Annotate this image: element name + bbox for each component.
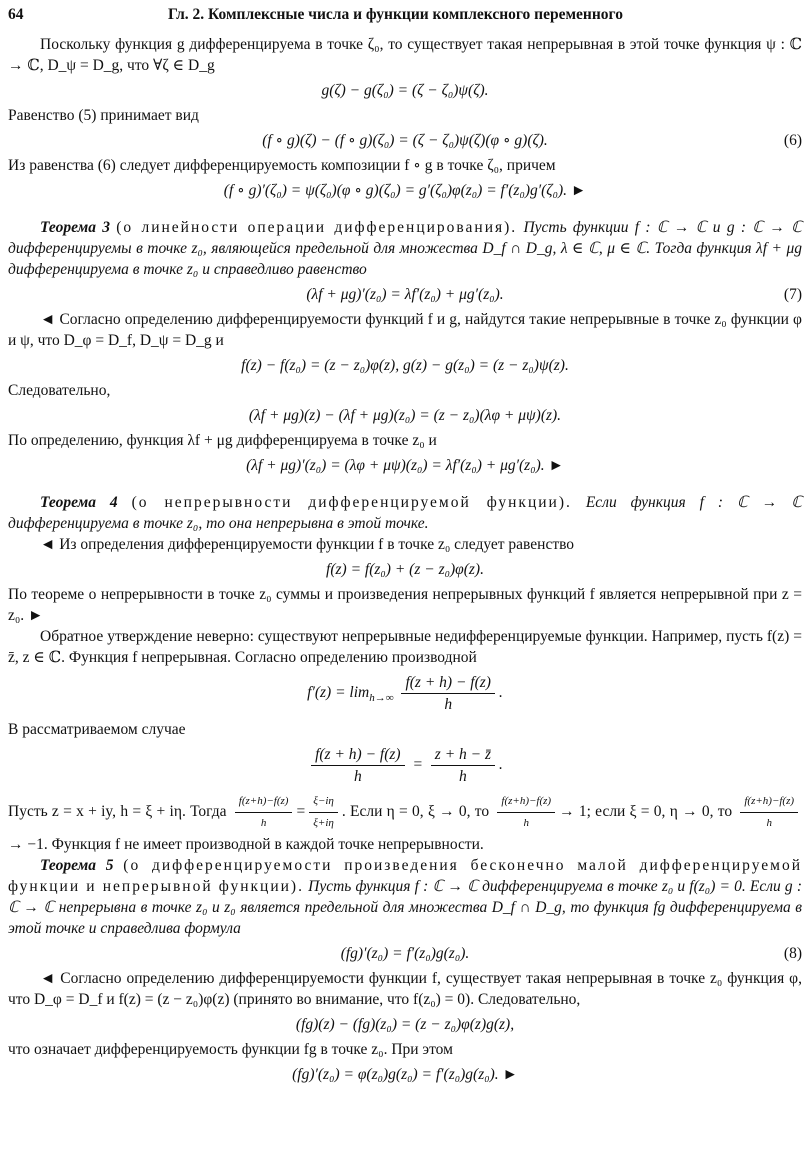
paragraph: По теореме о непрерывности в точке z₀ суммы и произведения непрерывных функций f является непрерывной при z = z₀. ►	[8, 586, 802, 624]
fraction	[431, 744, 495, 787]
denominator: h	[260, 817, 267, 829]
formula-body: (f ∘ g)(ζ) − (f ∘ g)(ζ₀) = (ζ − ζ₀)ψ(ζ)(φ ∘ g)(ζ).	[262, 132, 548, 149]
denominator: h	[459, 768, 467, 785]
formula: f(z) = f(z₀) + (z − z₀)φ(z).	[326, 561, 484, 578]
numerator: f(z+h)−f(z)	[740, 791, 798, 813]
fraction	[740, 791, 798, 834]
formula-lhs: f′(z) = lim	[307, 684, 370, 702]
numerator: z + h − z̄	[431, 744, 495, 766]
fraction	[309, 791, 338, 834]
equation-number: (6)	[783, 132, 802, 149]
theorem-statement: Если функция f : ℂ → ℂ дифференцируема в точке z₀, то она непрерывна в этой точке.	[8, 494, 803, 532]
paragraph: Обратное утверждение неверно: существуют непрерывные недифференцируемые функции. Например, пусть f(z) = z̄, z ∈ ℂ. Функция f непрерывная. Согласно определению производной	[8, 628, 802, 666]
paragraph-example: Пусть z = x + iy, h = ξ + iη. Тогда $\frac{f(z+h)-f(z)}{h}$ = $\frac{\xi-i\eta}{\xi+i\eta}$ . Если η = 0, ξ → 0, то $\frac{f(z+h)-f(z)}{h}$ → 1; если ξ = 0, η → 0, то $\frac{f(z+h)-f(z)}{h}$ → −1. Функция f не имеет производной в каждой точке непрерывности.	[8, 791, 802, 855]
paragraph: В рассматриваемом случае	[8, 721, 186, 738]
fraction	[497, 791, 555, 834]
paragraph: ◄ Согласно определению дифференцируемости функции f, существует такая непрерывная в точке z₀ функция φ, что D_φ = D_f и f(z) = (z − z₀)φ(z) (принято во внимание, что f(z₀) = 0). Следовательно,	[8, 970, 802, 1008]
theorem-name: (о линейности операции дифференцирования).	[116, 219, 518, 236]
theorem-label: Теорема 5	[40, 857, 114, 874]
limit-subscript: h→∞	[369, 692, 394, 705]
numerator: f(z+h)−f(z)	[497, 791, 555, 813]
theorem-name: (о непрерывности дифференцируемой функции).	[131, 494, 572, 511]
formula: f(z) − f(z₀) = (z − z₀)φ(z), g(z) − g(z₀) = (z − z₀)ψ(z).	[241, 357, 569, 374]
paragraph: ◄ Согласно определению дифференцируемости функций f и g, найдутся такие непрерывные в точке z₀ функции φ и ψ, что D_φ = D_f, D_ψ = D_g и	[8, 311, 802, 349]
page-body	[8, 34, 802, 1089]
denominator: h	[444, 696, 453, 713]
formula: (λf + μg)′(z₀) = (λφ + μψ)(z₀) = λf′(z₀) + μg′(z₀). ►	[246, 457, 564, 474]
text: → 1; если ξ = 0, η → 0, то	[559, 803, 733, 821]
formula-8	[8, 943, 802, 964]
formula: (λf + μg)(z) − (λf + μg)(z₀) = (z − z₀)(λφ + μψ)(z).	[248, 407, 562, 424]
fraction	[235, 791, 293, 834]
theorem-label: Теорема 3	[40, 219, 110, 236]
formula: (f ∘ g)′(ζ₀) = ψ(ζ₀)(φ ∘ g)(ζ₀) = g′(ζ₀)φ(z₀) = f′(z₀)g′(ζ₀). ►	[223, 182, 587, 199]
numerator: f(z + h) − f(z)	[311, 744, 405, 766]
text: Пусть z = x + iy, h = ξ + iη. Тогда	[8, 803, 227, 821]
paragraph: что означает дифференцируемость функции fg в точке z₀. При этом	[8, 1041, 453, 1058]
formula: (fg)(z) − (fg)(z₀) = (z − z₀)φ(z)g(z),	[295, 1016, 515, 1033]
theorem-5	[8, 855, 802, 939]
theorem-4	[8, 492, 802, 534]
denominator: h	[766, 817, 772, 829]
denominator: ξ+iη	[313, 817, 334, 829]
paragraph: По определению, функция λf + μg дифференцируема в точке z₀ и	[8, 432, 437, 449]
paragraph: Из равенства (6) следует дифференцируемость композиции f ∘ g в точке ζ₀, причем	[8, 157, 556, 174]
formula: (fg)′(z₀) = φ(z₀)g(z₀) = f′(z₀)g(z₀). ►	[292, 1066, 518, 1083]
paragraph: Равенство (5) принимает вид	[8, 107, 199, 124]
denominator: h	[353, 768, 362, 785]
formula-body: (fg)′(z₀) = f′(z₀)g(z₀).	[340, 945, 470, 962]
formula-7	[8, 284, 802, 305]
fraction	[311, 744, 405, 787]
formula: g(ζ) − g(ζ₀) = (ζ − ζ₀)ψ(ζ).	[321, 82, 489, 99]
formula-derivative-limit: $f'(z) = \lim_{h\to\infty}$ $\frac{f(z + h) - f(z)}{h}$ .	[307, 674, 503, 713]
numerator: ξ−iη	[309, 791, 338, 813]
text: . Если η = 0, ξ → 0, то	[341, 803, 490, 821]
theorem-statement: Пусть функции f : ℂ → ℂ и g : ℂ → ℂ дифференцируемы в точке z₀, являющейся предельной для множества D_f ∩ D_g, λ ∈ ℂ, μ ∈ ℂ. Тогда функция λf + μg дифференцируема в точке z₀ и справедливо равенство	[8, 219, 802, 278]
paragraph: Следовательно,	[8, 382, 111, 399]
formula-6	[8, 130, 802, 151]
paragraph: Поскольку функция g дифференцируема в точке ζ₀, то существует такая непрерывная в этой точке функция ψ : ℂ → ℂ, D_ψ = D_g, что ∀ζ ∈ D_g	[8, 36, 802, 74]
theorem-statement: Пусть функция f : ℂ → ℂ дифференцируема в точке z₀ и f(z₀) = 0. Если g : ℂ → ℂ непрерывна в точке z₀ и z₀ является предельной для множества D_f ∩ D_g, то функция fg дифференцируема в этой точке и справедлива формула	[8, 878, 803, 937]
equation-number: (8)	[783, 945, 802, 962]
text: → −1. Функция f не имеет производной в каждой точке непрерывности.	[8, 836, 484, 853]
page-number: 64	[8, 6, 24, 23]
page-header	[8, 6, 802, 30]
formula-difference-quotient: $\frac{f(z + h) - f(z)}{h}$ = $\frac{z + h - z̄}{h}$ .	[8, 744, 802, 787]
theorem-3	[8, 217, 802, 280]
equation-number: (7)	[783, 286, 802, 303]
fraction	[401, 672, 495, 715]
theorem-label: Теорема 4	[40, 494, 118, 511]
denominator: h	[523, 817, 529, 829]
numerator: f(z + h) − f(z)	[401, 672, 495, 694]
numerator: f(z+h)−f(z)	[235, 791, 293, 813]
chapter-title: Гл. 2. Комплексные числа и функции комплексного переменного	[168, 6, 623, 23]
formula-body: (λf + μg)′(z₀) = λf′(z₀) + μg′(z₀).	[306, 286, 504, 303]
theorem-name: (о дифференцируемости произведения бесконечно малой дифференцируемой функции и непрерывной функции).	[8, 857, 802, 895]
paragraph: ◄ Из определения дифференцируемости функции f в точке z₀ следует равенство	[40, 536, 575, 553]
